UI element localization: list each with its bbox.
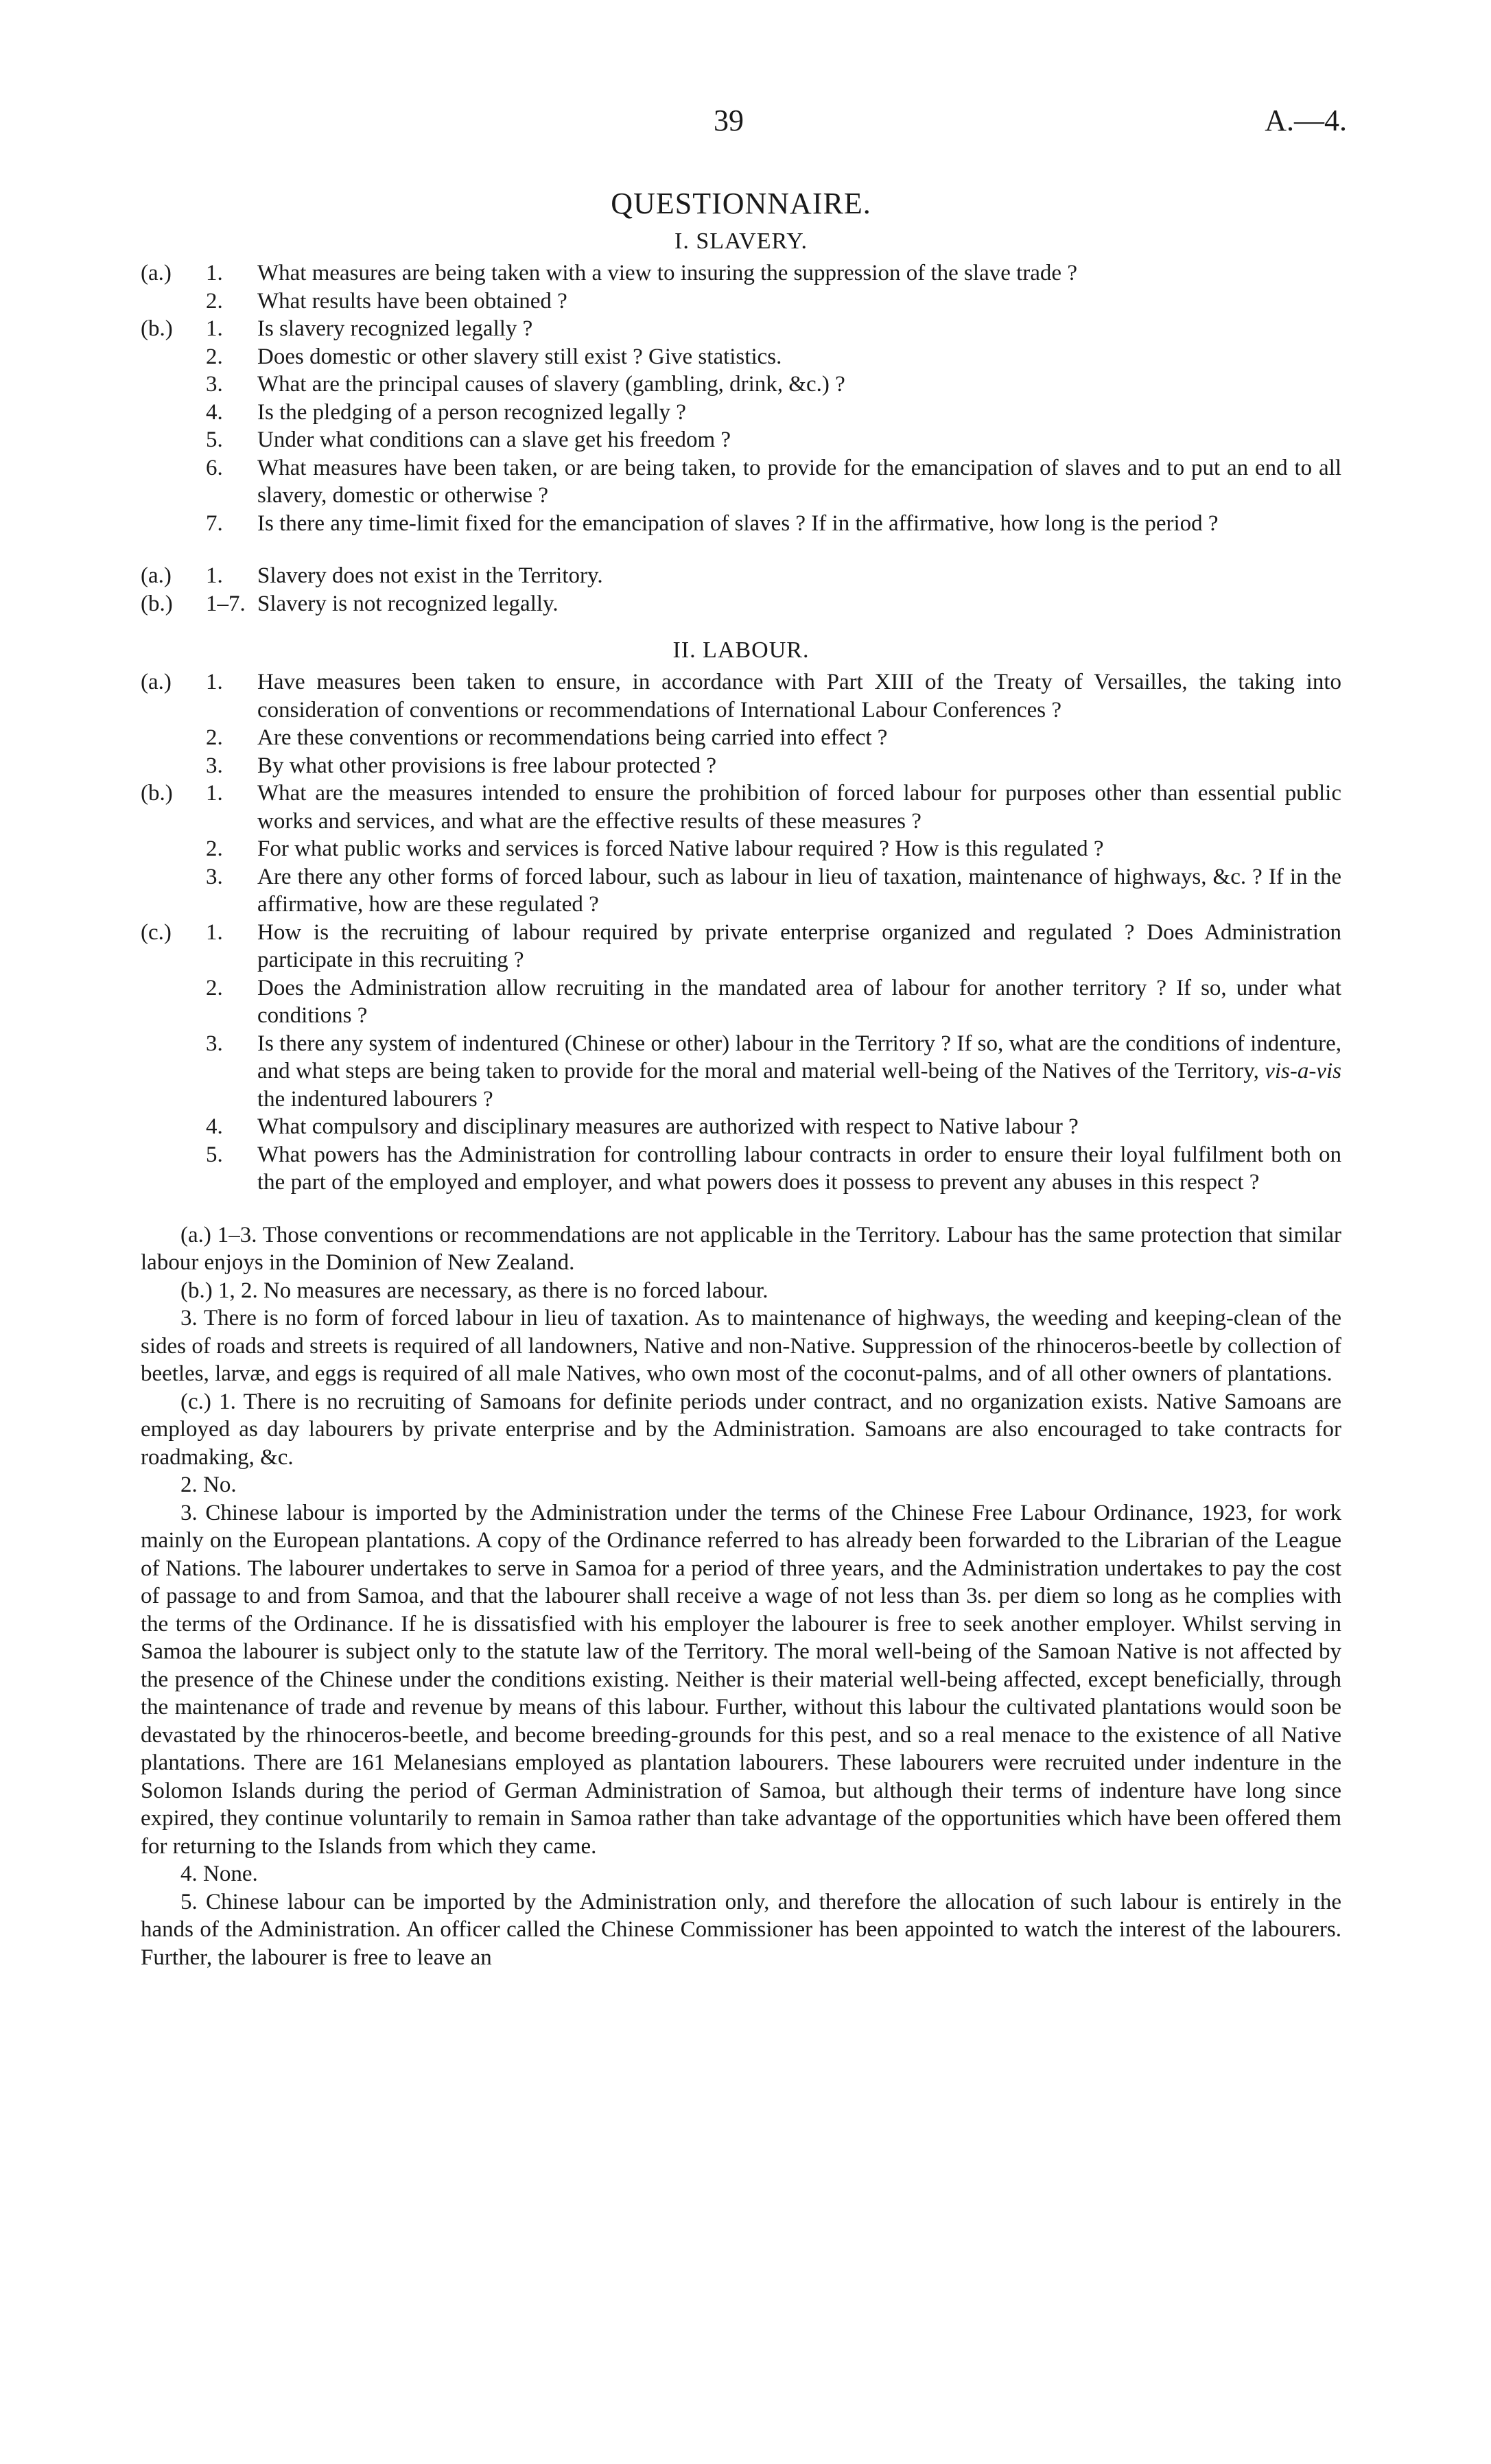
answer-c-2: 2. No.	[180, 1472, 237, 1497]
item-number: 1.	[206, 316, 223, 341]
page-body	[141, 185, 1341, 1971]
item-group-label: (a.)	[141, 261, 172, 285]
item-text: Is there any time-limit fixed for the emancipation of slaves ? If in the affirmative, how long is the period ?	[257, 511, 1219, 536]
item-group-label: (b.)	[141, 781, 173, 806]
question-item	[141, 752, 1341, 780]
item-number: 2.	[206, 344, 223, 369]
question-item	[141, 259, 1341, 288]
item-number: 1.	[206, 261, 223, 285]
answer-c-5: 5. Chinese labour can be imported by the Administration only, and therefore the allocation of such labour is entirely in the hands of the Administration. An officer called the Chinese Commissioner has been appointed to watch the interest of the labourers. Further, the labourer is free to leave an	[141, 1889, 1341, 1970]
section-heading-slavery: I. SLAVERY.	[674, 228, 808, 254]
question-item	[141, 668, 1341, 724]
item-text: Is slavery recognized legally ?	[257, 316, 533, 341]
item-number: 3.	[206, 372, 223, 397]
item-text: Slavery is not recognized legally.	[257, 591, 559, 616]
item-number: 4.	[206, 1114, 223, 1139]
question-item	[141, 974, 1341, 1030]
item-text: What measures have been taken, or are being taken, to provide for the emancipation of slaves and to put an end to all slavery, domestic or otherwise ?	[257, 455, 1341, 508]
answer-item	[141, 590, 1341, 618]
item-text: Are there any other forms of forced labour, such as labour in lieu of taxation, maintenance of highways, &c. ? If in the affirmative, how are these regulated ?	[257, 864, 1341, 917]
item-number: 6.	[206, 455, 223, 480]
item-number: 3.	[206, 864, 223, 889]
answer-item	[141, 562, 1341, 590]
item-text: Is there any system of indentured (Chinese or other) labour in the Territory ? If so, what are the conditions of indenture, and what steps are being taken to provide for the moral and material well-being of the Natives of the Territory, vis-a-vis the indentured labourers ?	[257, 1031, 1341, 1112]
item-group-label: (b.)	[141, 591, 173, 616]
answer-b-3: 3. There is no form of forced labour in lieu of taxation. As to maintenance of highways, the weeding and keeping-clean of the sides of roads and streets is required of all landowners, Native and non-Native. Suppression of the rhinoceros-beetle by collection of beetles, larvæ, and eggs is required of all male Natives, who own most of the coconut-palms, and of all other owners of plantations.	[141, 1306, 1341, 1386]
page-number: 39	[714, 104, 744, 137]
item-number: 3.	[206, 753, 223, 778]
item-text: Does domestic or other slavery still exist ? Give statistics.	[257, 344, 782, 369]
item-number: 7.	[206, 511, 223, 536]
answer-c-1: (c.) 1. There is no recruiting of Samoans for definite periods under contract, and no organization exists. Native Samoans are employed as day labourers by private enterprise and by the Administration. Samoans are also encouraged to take contracts for roadmaking, &c.	[141, 1389, 1341, 1470]
item-number: 2.	[206, 288, 223, 314]
item-number: 3.	[206, 1031, 223, 1056]
page-header	[0, 103, 1491, 144]
question-item	[141, 779, 1341, 835]
item-group-label: (c.)	[141, 919, 172, 945]
page-title: QUESTIONNAIRE.	[611, 187, 871, 220]
answer-c-3: 3. Chinese labour is imported by the Administration under the terms of the Chinese Free Labour Ordinance, 1923, for work mainly on the European plantations. A copy of the Ordinance referred to has already been forwarded to the Librarian of the League of Nations. The labourer undertakes to serve in Samoa for a period of three years, and the Administration undertakes to pay the cost of passage to and from Samoa, and that the labourer shall receive a wage of not less than 3s. per diem so long as he complies with the terms of the Ordinance. If he is dissatisfied with his employer the labourer is free to seek another employer. Whilst serving in Samoa the labourer is subject only to the statute law of the Territory. The moral well-being of the Samoan Native is not affected by the presence of the Chinese under the conditions existing. Neither is their material well-being affected, except beneficially, through the maintenance of trade and revenue by means of this labour. Further, without this labour the cultivated plantations would soon be devastated by the rhinoceros-beetle, and become breeding-grounds for this pest, and so a real menace to the existence of all Native plantations. There are 161 Melanesians employed as plantation labourers. These labourers were recruited under indenture in the Solomon Islands during the period of German Administration of Samoa, but although their terms of indenture have long since expired, they continue voluntarily to remain in Samoa rather than take advantage of the opportunities which have been offered them for returning to the Islands from which they came.	[141, 1500, 1341, 1859]
item-number: 1.	[206, 919, 223, 945]
question-item	[141, 835, 1341, 863]
item-number: 5.	[206, 427, 223, 452]
item-text: What are the measures intended to ensure the prohibition of forced labour for purposes other than essential public works and services, and what are the effective results of these measures ?	[257, 781, 1341, 834]
question-item	[141, 1113, 1341, 1141]
answer-c-4: 4. None.	[180, 1862, 258, 1886]
item-text: Does the Administration allow recruiting in the mandated area of labour for another territory ? If so, under what conditions ?	[257, 975, 1341, 1028]
item-group-label: (b.)	[141, 316, 173, 341]
item-number: 2.	[206, 836, 223, 861]
answer-a: (a.) 1–3. Those conventions or recommendations are not applicable in the Territory. Labour has the same protection that similar labour enjoys in the Dominion of New Zealand.	[141, 1222, 1341, 1275]
answer-b-1-2: (b.) 1, 2. No measures are necessary, as there is no forced labour.	[180, 1278, 768, 1303]
question-item	[141, 426, 1341, 454]
item-number: 1.	[206, 563, 223, 588]
item-number: 5.	[206, 1142, 223, 1167]
question-item	[141, 1030, 1341, 1114]
item-text: How is the recruiting of labour required by private enterprise organized and regulated ? Does Administration participate in this recruiting ?	[257, 919, 1341, 972]
item-text: What compulsory and disciplinary measures are authorized with respect to Native labour ?	[257, 1114, 1079, 1139]
question-item	[141, 919, 1341, 974]
question-item	[141, 1141, 1341, 1197]
italic-term: vis-a-vis	[1265, 1059, 1341, 1083]
question-item	[141, 343, 1341, 371]
question-item	[141, 724, 1341, 752]
item-text: What are the principal causes of slavery (gambling, drink, &c.) ?	[257, 372, 845, 397]
item-number: 1.	[206, 781, 223, 806]
item-number: 2.	[206, 975, 223, 1000]
item-number: 1–7.	[206, 591, 246, 616]
question-item	[141, 399, 1341, 427]
item-text: By what other provisions is free labour protected ?	[257, 753, 716, 778]
item-text: Are these conventions or recommendations being carried into effect ?	[257, 725, 888, 750]
section-heading-labour: II. LABOUR.	[672, 637, 810, 663]
question-item	[141, 863, 1341, 919]
item-number: 1.	[206, 670, 223, 694]
labour-answers	[141, 1221, 1341, 1972]
question-item	[141, 454, 1341, 510]
item-number: 4.	[206, 399, 223, 425]
item-text: What powers has the Administration for controlling labour contracts in order to ensure their loyal fulfilment both on the part of the employed and employer, and what powers does it possess to prevent any abuses in this respect ?	[257, 1142, 1341, 1195]
item-text: Is the pledging of a person recognized legally ?	[257, 399, 686, 425]
item-number: 2.	[206, 725, 223, 750]
item-text: What measures are being taken with a view to insuring the suppression of the slave trade ?	[257, 261, 1077, 285]
question-item	[141, 315, 1341, 343]
labour-questions	[141, 668, 1341, 1197]
question-item	[141, 510, 1341, 538]
question-item	[141, 371, 1341, 399]
slavery-questions	[141, 259, 1341, 537]
question-item	[141, 288, 1341, 316]
item-text: For what public works and services is forced Native labour required ? How is this regulated ?	[257, 836, 1104, 861]
item-group-label: (a.)	[141, 670, 172, 694]
slavery-answers	[141, 562, 1341, 618]
item-text: Have measures been taken to ensure, in accordance with Part XIII of the Treaty of Versailles, the taking into consideration of conventions or recommendations of International Labour Conferences ?	[257, 670, 1341, 723]
item-text: Under what conditions can a slave get his freedom ?	[257, 427, 731, 452]
item-text: Slavery does not exist in the Territory.	[257, 563, 603, 588]
item-group-label: (a.)	[141, 563, 172, 588]
item-text: What results have been obtained ?	[257, 288, 567, 314]
document-reference: A.—4.	[1265, 104, 1347, 137]
